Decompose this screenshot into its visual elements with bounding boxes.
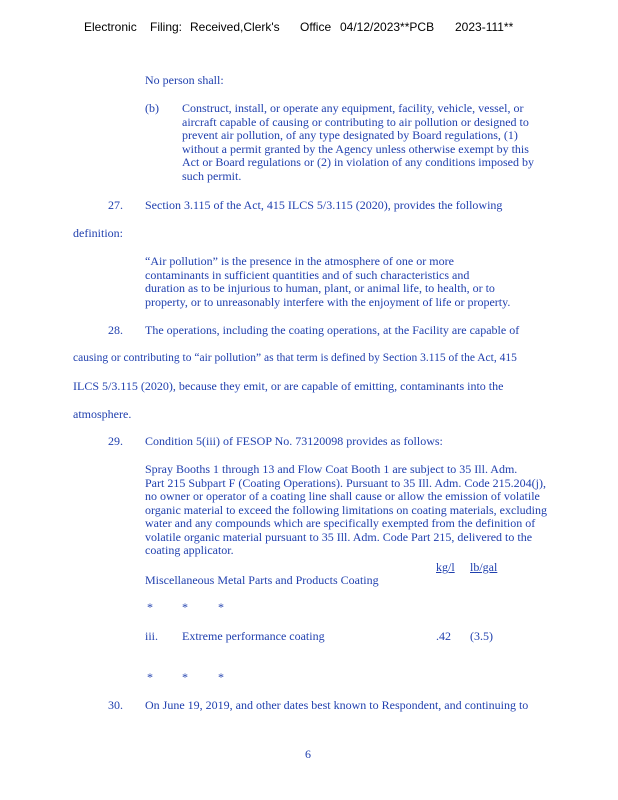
para-27-line: definition: bbox=[73, 226, 123, 240]
no-person-text: No person shall: bbox=[145, 73, 224, 87]
asterisk: * bbox=[182, 600, 188, 614]
header-received: Received,Clerk's bbox=[190, 20, 280, 34]
table-category: Miscellaneous Metal Parts and Products Coating bbox=[145, 573, 379, 587]
item-b-line: without a permit granted by the Agency unless otherwise exempt by this bbox=[182, 141, 529, 156]
asterisk: * bbox=[182, 670, 188, 684]
asterisk: * bbox=[218, 670, 224, 684]
condition-line: organic material to exceed the following limitations on coating materials, excluding bbox=[145, 502, 547, 517]
para-29-line: Condition 5(iii) of FESOP No. 73120098 provides as follows: bbox=[145, 434, 443, 448]
para-28-line: The operations, including the coating operations, at the Facility are capable of bbox=[145, 323, 520, 337]
definition-line: “Air pollution” is the presence in the atmosphere of one or more bbox=[145, 254, 454, 268]
para-28-line: causing or contributing to “air pollution” as that term is defined by Section 3.115 of the Act, 415 bbox=[73, 352, 517, 364]
item-b-line: such permit. bbox=[182, 168, 242, 183]
para-28-line: ILCS 5/3.115 (2020), because they emit, or are capable of emitting, contaminants into the bbox=[73, 379, 504, 393]
header-case: 2023-111** bbox=[455, 20, 514, 34]
air-pollution-definition bbox=[145, 255, 510, 309]
para-30-line: On June 19, 2019, and other dates best known to Respondent, and continuing to bbox=[145, 698, 529, 712]
para-28-line: atmosphere. bbox=[73, 407, 132, 421]
condition-line: Spray Booths 1 through 13 and Flow Coat Booth 1 are subject to 35 Ill. Adm. bbox=[145, 462, 518, 476]
row-label: Extreme performance coating bbox=[182, 629, 325, 643]
item-b-line: Act or Board regulations or (2) in violation of any conditions imposed by bbox=[182, 155, 534, 169]
row-kg-l: .42 bbox=[436, 629, 451, 643]
item-b-text bbox=[182, 102, 534, 183]
para-28-number: 28. bbox=[108, 323, 123, 337]
para-29-number: 29. bbox=[108, 434, 123, 448]
header-filing: Filing: bbox=[150, 20, 183, 34]
condition-line: coating applicator. bbox=[145, 543, 234, 557]
item-b-label: (b) bbox=[145, 101, 159, 115]
item-b-line: Construct, install, or operate any equipment, facility, vehicle, vessel, or bbox=[182, 101, 524, 115]
row-lb-gal: (3.5) bbox=[470, 629, 493, 643]
condition-line: Part 215 Subpart F (Coating Operations). Pursuant to 35 Ill. Adm. Code 215.204(j), bbox=[145, 475, 546, 490]
header-office: Office bbox=[300, 20, 332, 34]
para-27-line: Section 3.115 of the Act, 415 ILCS 5/3.115 (2020), provides the following bbox=[145, 198, 503, 212]
item-b-line: aircraft capable of causing or contributing to air pollution or designed to bbox=[182, 114, 529, 129]
condition-line: water and any compounds which are specifically exempted from the definition of bbox=[145, 516, 536, 530]
definition-line: duration as to be injurious to human, plant, or animal life, to health, or to bbox=[145, 281, 495, 295]
asterisk: * bbox=[147, 670, 153, 684]
header-date: 04/12/2023**PCB bbox=[340, 20, 435, 34]
row-number: iii. bbox=[145, 629, 159, 643]
col-header-kg-l: kg/l bbox=[436, 560, 455, 574]
para-27-number: 27. bbox=[108, 198, 123, 212]
asterisk: * bbox=[218, 600, 224, 614]
condition-line: volatile organic material pursuant to 35 Ill. Adm. Code Part 215, delivered to the bbox=[145, 529, 533, 544]
header-electronic: Electronic bbox=[84, 20, 137, 34]
condition-line: no owner or operator of a coating line shall cause or allow the emission of volatile bbox=[145, 489, 540, 503]
asterisk: * bbox=[147, 600, 153, 614]
page-number: 6 bbox=[305, 747, 311, 761]
definition-line: contaminants in sufficient quantities and of such characteristics and bbox=[145, 267, 470, 282]
para-30-number: 30. bbox=[108, 698, 123, 712]
definition-line: property, or to unreasonably interfere with the enjoyment of life or property. bbox=[145, 294, 511, 309]
condition-block bbox=[145, 463, 547, 558]
col-header-lb-gal: lb/gal bbox=[470, 560, 498, 574]
item-b-line: prevent air pollution, of any type designated by Board regulations, (1) bbox=[182, 128, 518, 142]
